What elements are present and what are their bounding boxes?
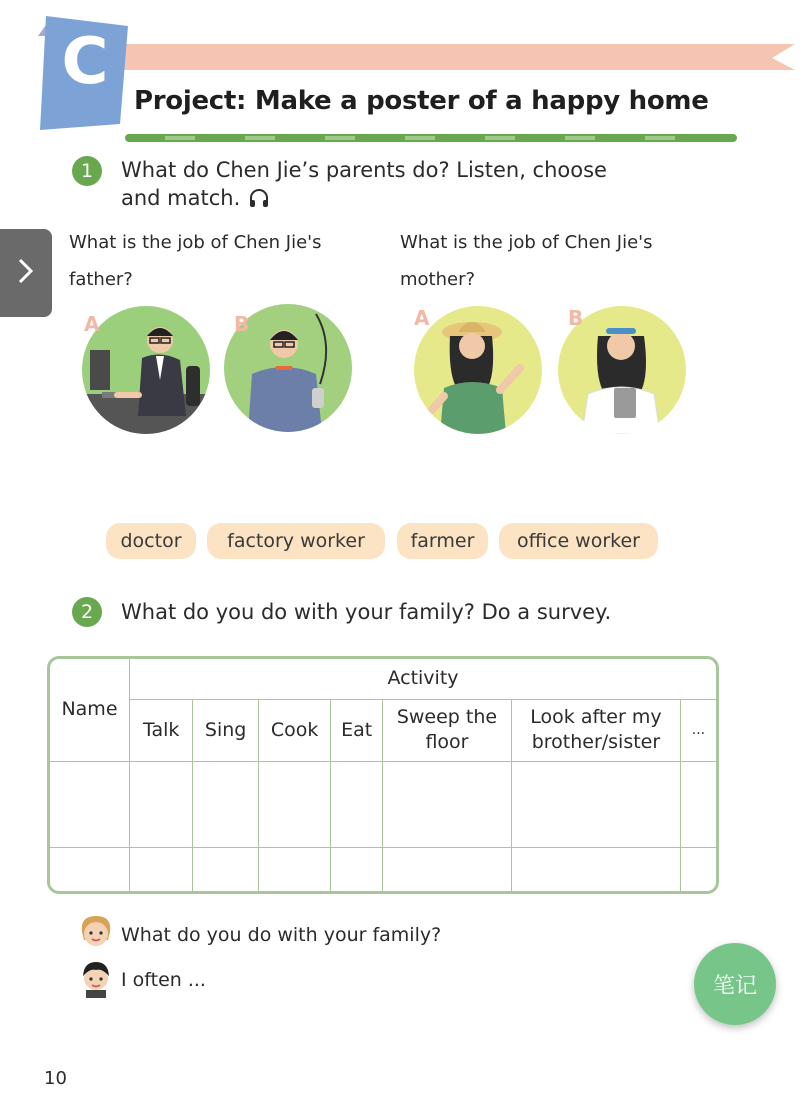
table-col-look-after <box>511 699 680 761</box>
father-prompt-line1: What is the job of Chen Jie's <box>69 232 322 253</box>
table-cell[interactable] <box>511 848 680 891</box>
table-cell[interactable] <box>511 761 680 848</box>
word-chip-factory-worker[interactable]: factory worker <box>207 523 385 559</box>
sweep-line1: Sweep the <box>396 706 498 728</box>
word-chip-office-worker[interactable]: office worker <box>499 523 658 559</box>
table-cell[interactable] <box>382 848 511 891</box>
question-1-text <box>121 156 607 212</box>
table-cell[interactable] <box>258 848 330 891</box>
chevron-right-icon <box>16 256 36 291</box>
table-col-sweep-the-floor <box>382 699 511 761</box>
header-banner <box>60 42 800 72</box>
question-1-text-line2: and match. <box>121 186 241 210</box>
mother-prompt-line2: mother? <box>400 269 476 290</box>
look-line1: Look after my <box>530 706 662 728</box>
table-col-more: ... <box>680 699 716 761</box>
word-chip-doctor[interactable]: doctor <box>106 523 196 559</box>
boy-avatar-icon <box>78 958 114 998</box>
look-line2: brother/sister <box>531 731 661 753</box>
table-col-cook: Cook <box>258 699 330 761</box>
table-col-sing: Sing <box>193 699 258 761</box>
headphones-icon[interactable] <box>248 187 270 209</box>
question-1-text-line1: What do Chen Jie’s parents do? Listen, choose <box>121 158 607 182</box>
table-cell[interactable] <box>331 761 383 848</box>
survey-table <box>47 656 719 894</box>
question-2-number: 2 <box>72 597 102 627</box>
title-underline <box>125 130 737 140</box>
mother-prompt-line1: What is the job of Chen Jie's <box>400 232 653 253</box>
mother-option-a-image[interactable] <box>414 306 542 434</box>
table-cell[interactable] <box>193 848 258 891</box>
table-col-talk: Talk <box>129 699 192 761</box>
table-cell[interactable] <box>382 761 511 848</box>
mother-prompt <box>400 224 653 298</box>
dialogue-line-2: I often ... <box>121 969 206 991</box>
table-row <box>50 848 716 891</box>
word-chip-farmer[interactable]: farmer <box>397 523 488 559</box>
table-row <box>50 761 716 848</box>
table-cell[interactable] <box>193 761 258 848</box>
table-header-activity: Activity <box>129 659 716 699</box>
father-option-b-label: B <box>234 312 250 336</box>
table-cell[interactable] <box>680 761 716 848</box>
sweep-line2: floor <box>425 731 469 753</box>
table-cell[interactable] <box>680 848 716 891</box>
page-title: Project: Make a poster of a happy home <box>134 86 709 116</box>
table-cell[interactable] <box>50 761 129 848</box>
table-header-name: Name <box>50 659 129 761</box>
table-cell[interactable] <box>258 761 330 848</box>
father-option-a-image[interactable] <box>82 306 210 434</box>
girl-avatar-icon <box>78 914 114 954</box>
table-cell[interactable] <box>129 761 192 848</box>
table-cell[interactable] <box>50 848 129 891</box>
table-cell[interactable] <box>129 848 192 891</box>
notes-button[interactable]: 笔记 <box>694 943 776 1025</box>
side-tab-button[interactable] <box>0 229 52 317</box>
father-prompt <box>69 224 322 298</box>
mother-option-b-label: B <box>568 306 584 330</box>
table-cell[interactable] <box>331 848 383 891</box>
section-letter: C <box>61 25 109 99</box>
question-1-number: 1 <box>72 156 102 186</box>
question-2-text: What do you do with your family? Do a survey. <box>121 600 612 624</box>
father-option-a-label: A <box>84 312 100 336</box>
father-prompt-line2: father? <box>69 269 133 290</box>
mother-option-a-label: A <box>414 306 430 330</box>
dialogue-line-1: What do you do with your family? <box>121 924 442 946</box>
table-col-eat: Eat <box>331 699 383 761</box>
page-number: 10 <box>44 1068 67 1089</box>
